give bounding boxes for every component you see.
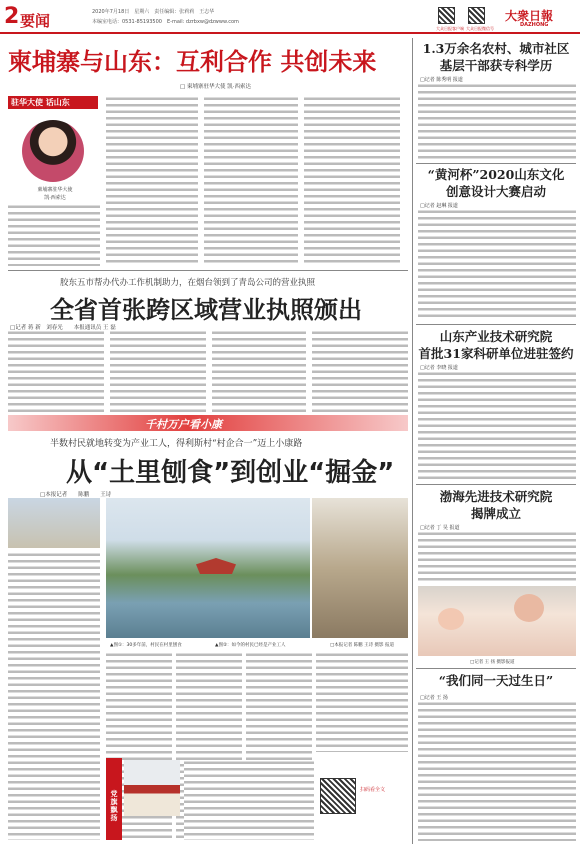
qr-label: 扫码看全文 bbox=[360, 787, 386, 793]
divider bbox=[416, 324, 576, 325]
right-byline-1: □记者 陈秀明 报道 bbox=[420, 77, 463, 83]
masthead-sub: DAZHONG bbox=[520, 22, 549, 28]
lead-byline: □ 柬埔寨驻华大使 凯·西索达 bbox=[180, 84, 251, 90]
divider bbox=[416, 484, 576, 485]
right-headline-1: 1.3万余名农村、城市社区 基层干部获专科学历 bbox=[422, 41, 570, 73]
licence-subtitle: 胶东五市帮办代办工作机制助力，在烟台领到了青岛公司的营业执照 bbox=[60, 278, 316, 288]
licence-body-col1 bbox=[8, 330, 104, 412]
party-badge: 党旗飘扬 bbox=[110, 790, 118, 822]
right-byline-2: □记者 赵琳 报道 bbox=[420, 203, 458, 209]
right-body-5 bbox=[418, 701, 576, 841]
right-byline-3: □记者 李晓 报道 bbox=[420, 365, 458, 371]
qr-code-icon bbox=[438, 7, 455, 24]
village-body-col5 bbox=[316, 652, 408, 752]
ambassador-photo bbox=[22, 120, 84, 182]
licence-headline: 全省首张跨区域营业执照颁出 bbox=[50, 296, 362, 324]
village-headline: 从“土里刨食”到创业“掘金” bbox=[66, 458, 395, 488]
qr-label: 大众日报客户端 bbox=[436, 26, 464, 31]
lead-body-col2 bbox=[106, 96, 198, 266]
right-body-2 bbox=[418, 209, 576, 321]
right-headline-5: “我们同一天过生日” bbox=[438, 673, 554, 688]
licence-body-col2 bbox=[110, 330, 206, 412]
issue-info: 2020年7月18日 星期六 责任编辑：张莉莉 王志华 bbox=[92, 9, 215, 15]
divider bbox=[416, 668, 576, 669]
masthead-logo: 大衆日報 bbox=[505, 9, 554, 23]
section-title: 要闻 bbox=[20, 12, 51, 30]
village-byline: □本报记者 陈鹏 王诗 bbox=[40, 492, 112, 498]
village-photo-right bbox=[312, 498, 408, 638]
column-divider bbox=[412, 38, 413, 844]
right-body-4 bbox=[418, 531, 576, 581]
column-tag: 驻华大使 话山东 bbox=[8, 96, 98, 109]
contact-info: 本编室电话：0531-85193500 E-mail: dzrbxw@dzwww.com bbox=[92, 19, 239, 25]
photo-caption: 柬埔寨驻华大使 凯·西索达 bbox=[37, 187, 73, 201]
right-byline-5: □记者 王 扬 bbox=[420, 695, 448, 701]
qr-code-icon bbox=[320, 778, 356, 814]
photo-caption: ▲图②：如今的村民已经是产业工人 bbox=[215, 643, 286, 648]
baby-photo bbox=[418, 586, 576, 656]
licence-body-col4 bbox=[312, 330, 408, 412]
village-photo-left bbox=[106, 498, 310, 638]
right-headline-3: 山东产业技术研究院 首批31家科研单位进驻签约 bbox=[418, 329, 574, 361]
village-body-col1 bbox=[8, 552, 100, 840]
lead-body-col3 bbox=[204, 96, 298, 266]
village-banner: 千村万户看小康 bbox=[145, 418, 222, 431]
licence-byline: □记者 蒋 新 刘春光 本报通讯员 王 磊 bbox=[10, 325, 116, 331]
divider bbox=[416, 163, 576, 164]
lead-body-col4 bbox=[304, 96, 400, 266]
lead-headline: 柬埔寨与山东：互利合作 共创未来 bbox=[8, 48, 377, 76]
lead-body-col1 bbox=[8, 204, 100, 266]
qr-code-icon bbox=[468, 7, 485, 24]
photo-caption: □记者 王 扬 摄影报道 bbox=[470, 660, 515, 665]
party-photo bbox=[124, 760, 180, 816]
inline-photo bbox=[8, 498, 100, 548]
divider bbox=[8, 270, 408, 271]
qr-label: 大众日报微信号 bbox=[466, 26, 494, 31]
right-body-1 bbox=[418, 83, 576, 161]
photo-caption: □本报记者 陈鹏 王诗 摄影 报道 bbox=[330, 643, 394, 648]
photo-caption: ▲图①：30多年前，村民在村里刨食 bbox=[110, 643, 182, 648]
page-number: 2 bbox=[4, 4, 20, 29]
right-headline-2: “黄河杯”2020山东文化 创意设计大赛启动 bbox=[427, 167, 565, 199]
licence-body-col3 bbox=[212, 330, 306, 412]
village-subtitle: 半数村民就地转变为产业工人，得利斯村“村企合一”迈上小康路 bbox=[50, 439, 303, 449]
right-headline-4: 渤海先进技术研究院 揭牌成立 bbox=[439, 489, 553, 521]
right-body-3 bbox=[418, 371, 576, 481]
party-body bbox=[184, 760, 314, 840]
right-byline-4: □记者 丁 昊 报道 bbox=[420, 525, 460, 531]
